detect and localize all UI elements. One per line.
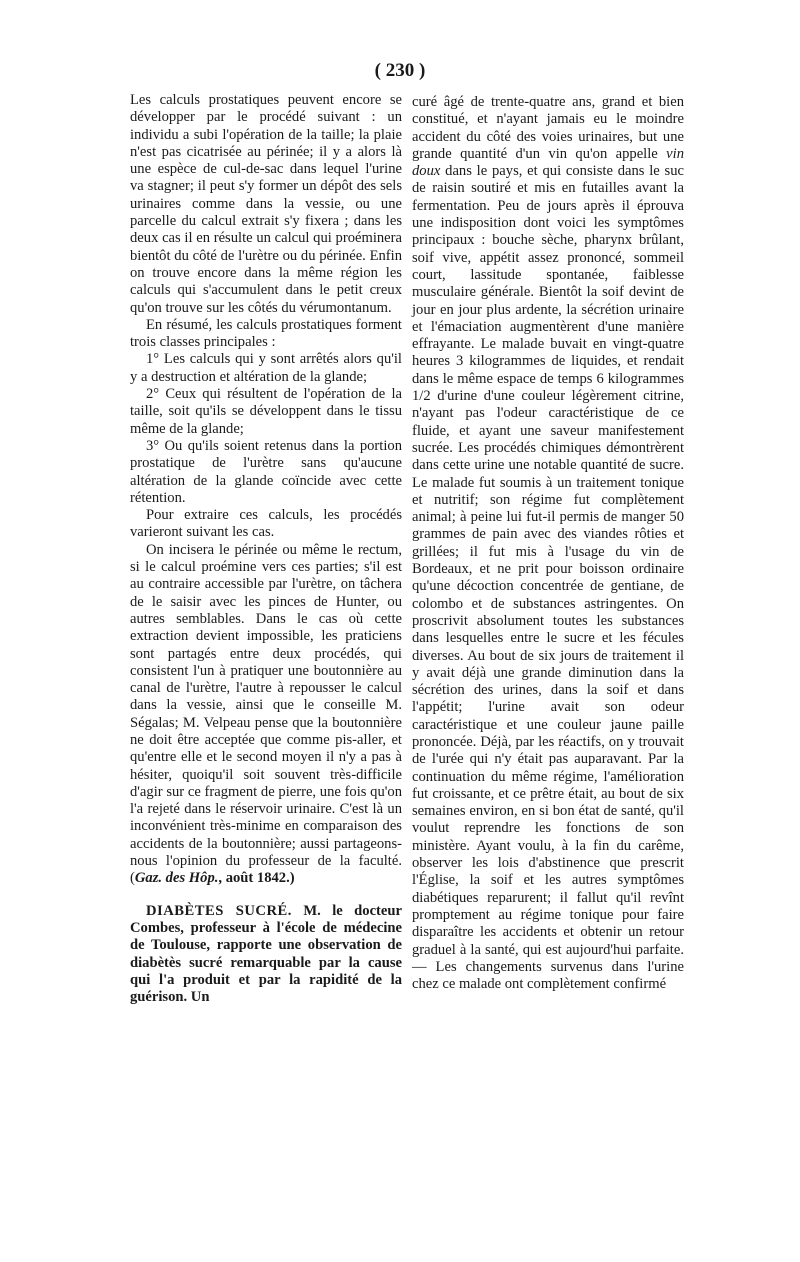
paragraph-prostatic-calculi: Les calculs prostatiques peuvent encore se développer par le procédé suivant : un individu a subi l'opération de la taille; la plaie n'est pas cicatrisée au périnée; il y a alors là une espèce de cul-de-sac dans lequel l'urine va stagner; il peut s'y former un dépôt des sels urinaires comme dans la vessie, ou une parcelle du calcul extrait s'y fixera ; dans les deux cas il en résulte un calcul qui proéminera bientôt du côté de l'urètre ou du périnée. Enfin on trouve encore dans la même région les calculs qui s'accumulent dans le petit creux qu'on trouve sur les côtés du vérumontanum. [130, 92, 402, 316]
right-column [412, 94, 684, 993]
incision-text: On incisera le périnée ou même le rectum, si le calcul proémine vers ces parties; s'il est au contraire accessible par l'urètre, on tâchera de le saisir avec les pinces de Hunter, ou autres semblables. Dans le cas où cette extraction devient impossible, les praticiens sont partagés entre deux procédés, qui consistent l'un à pratiquer une boutonnière au canal de l'urètre, l'autre à repousser le calcul dans la vessie, ainsi que le conseille M. Ségalas; M. Velpeau pense que la boutonnière ne doit être acceptée que comme pis-aller, et qu'entre elle et le second moyen il n'y a pas à hésiter, quoiqu'il soit souvent très-difficile d'agir sur ce fragment de pierre, une fois qu'on l'a rejeté dans le réservoir urinaire. C'est là un inconvénient très-minime en comparaison des accidents de la boutonnière; aussi partageons-nous l'opinion du professeur de la faculté. ( [130, 541, 402, 887]
wine-term: vin doux [412, 145, 684, 180]
paragraph-incision [130, 542, 402, 888]
paragraph-case-report [412, 94, 684, 993]
left-column [130, 92, 402, 1006]
case-report-text-b: dans le pays, et qui consiste dans le suc de raisin soutiré et mis en futailles avant la fermentation. Peu de jours après il éprouva une indisposition dont voici les symptômes principaux : bouche sèche, pharynx brûlant, soif vive, appétit assez prononcé, sommeil court, lassitude spontanée, faiblesse musculaire générale. Bientôt la soif devint de jour en jour plus ardente, la sécrétion urinaire et l'émaciation augmentèrent d'une manière effrayante. Le malade buvait en vingt-quatre heures 3 kilogrammes de liquides, et rendait dans le même espace de temps 6 kilogrammes 1/2 d'urine d'une couleur légèrement citrine, n'ayant pas l'odeur caractéristique de ce fluide, et ayant une saveur manifestement sucrée. Les procédés chimiques démontrèrent dans cette urine une notable quantité de sucre. Le malade fut soumis à un traitement tonique et nutritif; son régime fut complètement animal; à peine lui fut-il permis de manger 50 grammes de pain avec des viandes rôties et grillées; il fut mis à l'usage du vin de Bordeaux, et ne prit pour boisson ordinaire qu'une décoction concentrée de gentiane, de colombo et de substances astringentes. On proscrivit absolument toutes les substances dans lesquelles entre le sucre et les fécules diverses. Au bout de six jours de traitement il y avait déjà une grande diminution dans la sécrétion des urines, dans la soif et dans l'appétit; l'urine avait son odeur caractéristique et une couleur jaune paille prononcée. Déjà, par les réactifs, on y trouvait de l'urée qui n'y était pas auparavant. Par la continuation du même régime, l'amélioration fut croissante, et ce prêtre était, au bout de six semaines environ, en si bon état de santé, qu'il voulut reprendre les fonctions de son ministère. Ayant voulu, à la fin du carême, observer les lois d'abstinence que prescrit l'Église, la soif et les autres symptômes diabétiques reparurent; il fallut qu'il revînt promptement au régime tonique pour faire disparaître les accidents et obtenir un retour graduel à la santé, qui est aujourd'hui parfaite. — Les changements survenus dans l'urine chez ce malade ont complètement confirmé [412, 163, 684, 993]
paragraph-diabetes [130, 903, 402, 1007]
diabetes-intro-text: M. le docteur Combes, professeur à l'école de médecine de Toulouse, rapporte une observation de diabètès sucré remarquable par la cause qui l'a produit et par la rapidité de la guérison. Un [130, 902, 402, 1006]
paragraph-summary: En résumé, les calculs prostatiques forment trois classes principales : [130, 316, 402, 351]
section-heading: DIABÈTES SUCRÉ. [146, 902, 292, 919]
list-item-3: 3° Ou qu'ils soient retenus dans la portion prostatique de l'urètre sans qu'aucune altération de la glande coïncide avec cette rétention. [130, 437, 402, 506]
source-citation: Gaz. des Hôp. [134, 870, 219, 887]
list-item-2: 2° Ceux qui résultent de l'opération de la taille, soit qu'ils se développent dans le tissu même de la glande; [130, 386, 402, 437]
paragraph-extraction: Pour extraire ces calculs, les procédés varieront suivant les cas. [130, 507, 402, 541]
case-report-text-a: curé âgé de trente-quatre ans, grand et bien constitué, et n'ayant jamais eu le moindre accident du côté des voies urinaires, but une grande quantité d'un vin qu'on appelle [412, 94, 684, 162]
list-item-1: 1° Les calculs qui y sont arrêtés alors qu'il y a destruction et altération de la glande; [130, 351, 402, 385]
citation-date: , août 1842.) [218, 870, 295, 887]
page-number: ( 230 ) [374, 60, 426, 81]
